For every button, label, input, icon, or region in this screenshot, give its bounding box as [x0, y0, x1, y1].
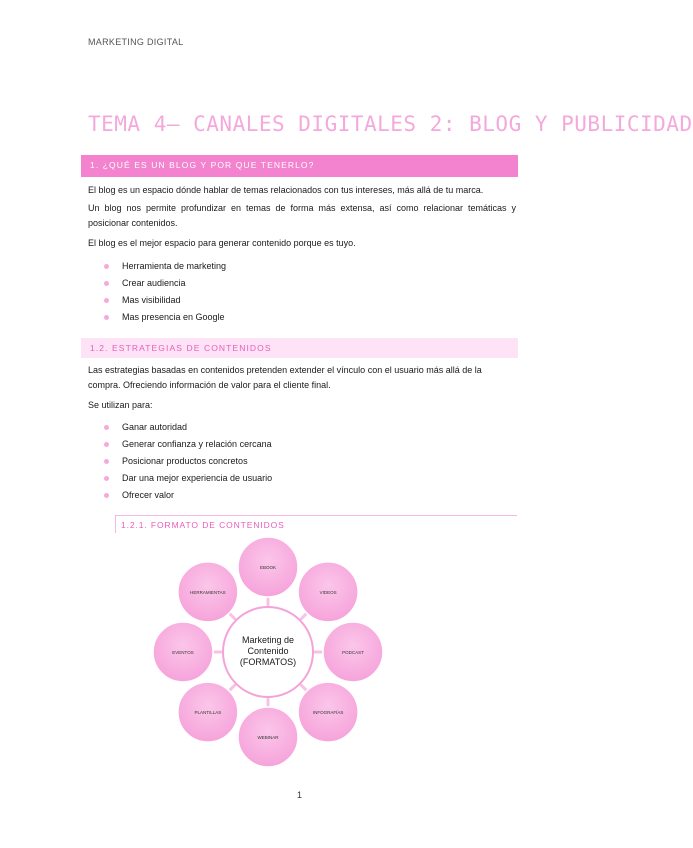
- list-item: Mas presencia en Google: [88, 310, 226, 327]
- center-label-line: Marketing de: [241, 635, 295, 645]
- bullet-dot-icon: [104, 459, 109, 464]
- paragraph: El blog es un espacio dónde hablar de temas relacionados con tus intereses, más allá de tu marca.: [88, 185, 484, 195]
- format-label: INFOGRAFÍAS: [312, 710, 344, 716]
- format-label: EBOOK: [259, 565, 277, 570]
- list-item: Dar una mejor experiencia de usuario: [88, 471, 272, 488]
- list-item: Ganar autoridad: [88, 420, 272, 437]
- connector-arrow: [301, 685, 305, 689]
- connector-arrow: [231, 685, 235, 689]
- list-item: Crear audiencia: [88, 276, 226, 293]
- format-label: EVENTOS: [172, 650, 194, 655]
- format-label: PODCAST: [342, 650, 364, 655]
- list-item: Ofrecer valor: [88, 488, 272, 505]
- formats-diagram: [150, 530, 390, 770]
- paragraph: Las estrategias basadas en contenidos pretenden extender el vínculo con el usuario más allá de la compra. Ofreciendo información de valor para el cliente final.: [88, 365, 482, 390]
- section-heading-bar: [81, 155, 518, 177]
- connector-arrow: [231, 615, 235, 619]
- page-number: 1: [296, 790, 302, 800]
- bullet-dot-icon: [104, 493, 109, 498]
- bullet-dot-icon: [104, 315, 109, 320]
- format-label: WEBINAR: [257, 735, 279, 740]
- list-item: Mas visibilidad: [88, 293, 226, 310]
- bullet-dot-icon: [104, 442, 109, 447]
- subsubsection-heading: 1.2.1. FORMATO DE CONTENIDOS: [121, 520, 285, 530]
- format-label: VIDEOS: [319, 589, 337, 595]
- section-heading: 1. ¿QUÉ ES UN BLOG Y POR QUE TENERLO?: [90, 160, 315, 170]
- page-title: TEMA 4– CANALES DIGITALES 2: BLOG Y PUBLICIDAD: [88, 112, 693, 136]
- list-item: Generar confianza y relación cercana: [88, 437, 272, 454]
- subsection-heading-bar: [81, 338, 518, 358]
- center-label-line: (FORMATOS): [239, 657, 297, 667]
- list-item: Herramienta de marketing: [88, 259, 226, 276]
- bullet-list: [88, 259, 226, 327]
- running-header: MARKETING DIGITAL: [88, 37, 184, 47]
- paragraph: Se utilizan para:: [88, 400, 153, 410]
- list-item: Posicionar productos concretos: [88, 454, 272, 471]
- subsection-heading: 1.2. ESTRATEGIAS DE CONTENIDOS: [90, 343, 272, 353]
- connector-arrow: [301, 615, 305, 619]
- paragraph: Un blog nos permite profundizar en temas de forma más extensa, así como relacionar temáticas y posicionar contenidos.: [88, 203, 516, 228]
- bullet-dot-icon: [104, 476, 109, 481]
- center-label-line: Contenido: [247, 646, 289, 656]
- bullet-dot-icon: [104, 264, 109, 269]
- bullet-list: [88, 420, 272, 505]
- format-label: PLANTILLAS: [194, 710, 222, 716]
- format-label: HERRAMIENTAS: [190, 589, 226, 595]
- bullet-dot-icon: [104, 298, 109, 303]
- bullet-dot-icon: [104, 425, 109, 430]
- bullet-dot-icon: [104, 281, 109, 286]
- paragraph: El blog es el mejor espacio para generar contenido porque es tuyo.: [88, 238, 356, 248]
